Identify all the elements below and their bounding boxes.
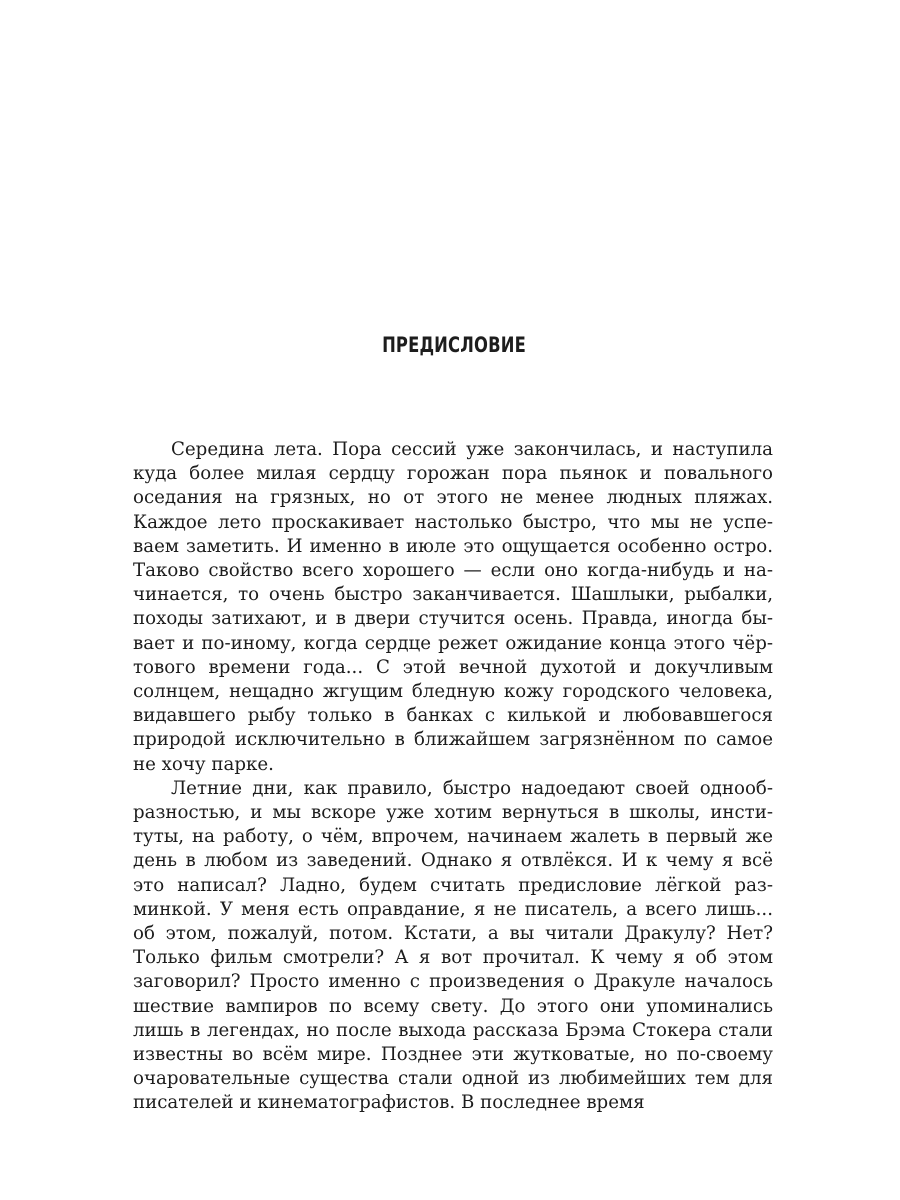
chapter-title: ПРЕДИСЛОВИЕ [382,333,526,357]
paragraph-2: Летние дни, как правило, быстро надоедают своей однообразностью, и мы вскоре уже хотим вернуться в школы, институты, на работу, о чём, впрочем, начинаем жалеть в первый же день в любом из заведений. Однако я отвлёкся. И к чему я всё это написал? Ладно, будем считать предисловие лёгкой разминкой. У меня есть оправдание, я не писатель, а всего лишь... об этом, пожалуй, потом. Кстати, а вы читали Дракулу? Нет? Только фильм смотрели? А я вот прочитал. К чему я об этом заговорил? Просто именно с произведения о Дракуле началось шествие вампиров по всему свету. До этого они упоминались лишь в легендах, но после выхода рассказа Брэма Стокера стали известны во всём мире. Позднее эти жутковатые, но по-своему очаровательные существа стали одной из любимейших тем для писателей и кинематографистов. В последнее время [133,777,773,1114]
paragraph-1: Середина лета. Пора сессий уже закончилась, и наступила куда более милая сердцу горожан пора пьянок и повального оседания на грязных, но от этого не менее людных пляжах. Каждое лето проскакивает настолько быстро, что мы не успеваем заметить. И именно в июле это ощущается особенно остро. Таково свойство всего хорошего — если оно когда-нибудь и начинается, то очень быстро заканчивается. Шашлыки, рыбалки, походы затихают, и в двери стучится осень. Правда, иногда бывает и по-иному, когда сердце режет ожидание конца этого чёртового времени года... С этой вечной духотой и докучливым солнцем, нещадно жгущим бледную кожу городского человека, видавшего рыбу только в банках с килькой и любовавшегося природой исключительно в ближайшем загрязнённом по самое не хочу парке. [133,439,773,775]
body-text [133,438,773,1116]
